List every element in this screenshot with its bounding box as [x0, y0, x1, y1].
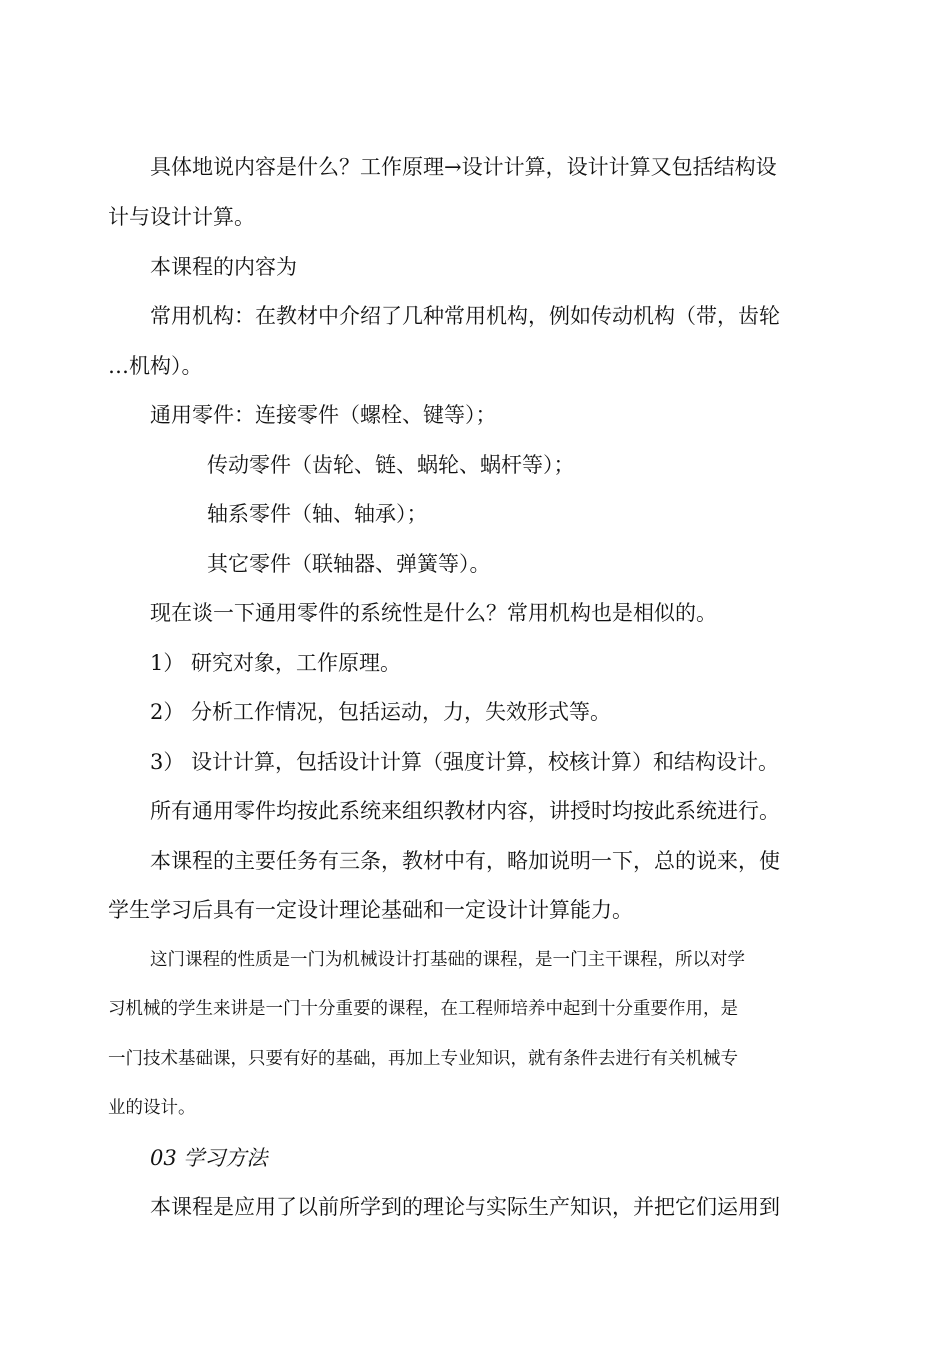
list-item: 其它零件（联轴器、弹簧等）。: [207, 552, 491, 576]
paragraph-line: 习机械的学生来讲是一门十分重要的课程，在工程师培养中起到十分重要作用，是: [108, 999, 738, 1019]
list-item: 2） 分析工作情况，包括运动，力，失效形式等。: [150, 700, 612, 724]
list-item: 轴系零件（轴、轴承）；: [207, 502, 428, 526]
paragraph-line: 业的设计。: [108, 1098, 196, 1118]
list-item: 1） 研究对象，工作原理。: [150, 651, 402, 675]
paragraph-line: …机构）。: [108, 354, 203, 378]
list-item: 传动零件（齿轮、链、蜗轮、蜗杆等）；: [207, 453, 575, 477]
paragraph-line: 所有通用零件均按此系统来组织教材内容，讲授时均按此系统进行。: [150, 799, 780, 823]
list-item: 3） 设计计算，包括设计计算（强度计算，校核计算）和结构设计。: [150, 750, 780, 774]
paragraph-line: 计与设计计算。: [108, 205, 255, 229]
paragraph-line: 通用零件：连接零件（螺栓、键等）；: [150, 403, 497, 427]
paragraph-line: 现在谈一下通用零件的系统性是什么？常用机构也是相似的。: [150, 601, 717, 625]
paragraph-line: 具体地说内容是什么？工作原理→设计计算，设计计算又包括结构设: [150, 155, 777, 179]
paragraph-line: 本课程的主要任务有三条，教材中有，略加说明一下，总的说来，使: [150, 849, 780, 873]
paragraph-line: 学生学习后具有一定设计理论基础和一定设计计算能力。: [108, 898, 633, 922]
section-heading: 03 学习方法: [150, 1146, 268, 1170]
paragraph-line: 本课程的内容为: [150, 255, 297, 279]
paragraph-line: 一门技术基础课，只要有好的基础，再加上专业知识，就有条件去进行有关机械专: [108, 1049, 738, 1069]
paragraph-line: 常用机构：在教材中介绍了几种常用机构，例如传动机构（带，齿轮: [150, 304, 780, 328]
paragraph-line: 本课程是应用了以前所学到的理论与实际生产知识，并把它们运用到: [150, 1195, 780, 1219]
paragraph-line: 这门课程的性质是一门为机械设计打基础的课程，是一门主干课程，所以对学: [150, 950, 745, 970]
